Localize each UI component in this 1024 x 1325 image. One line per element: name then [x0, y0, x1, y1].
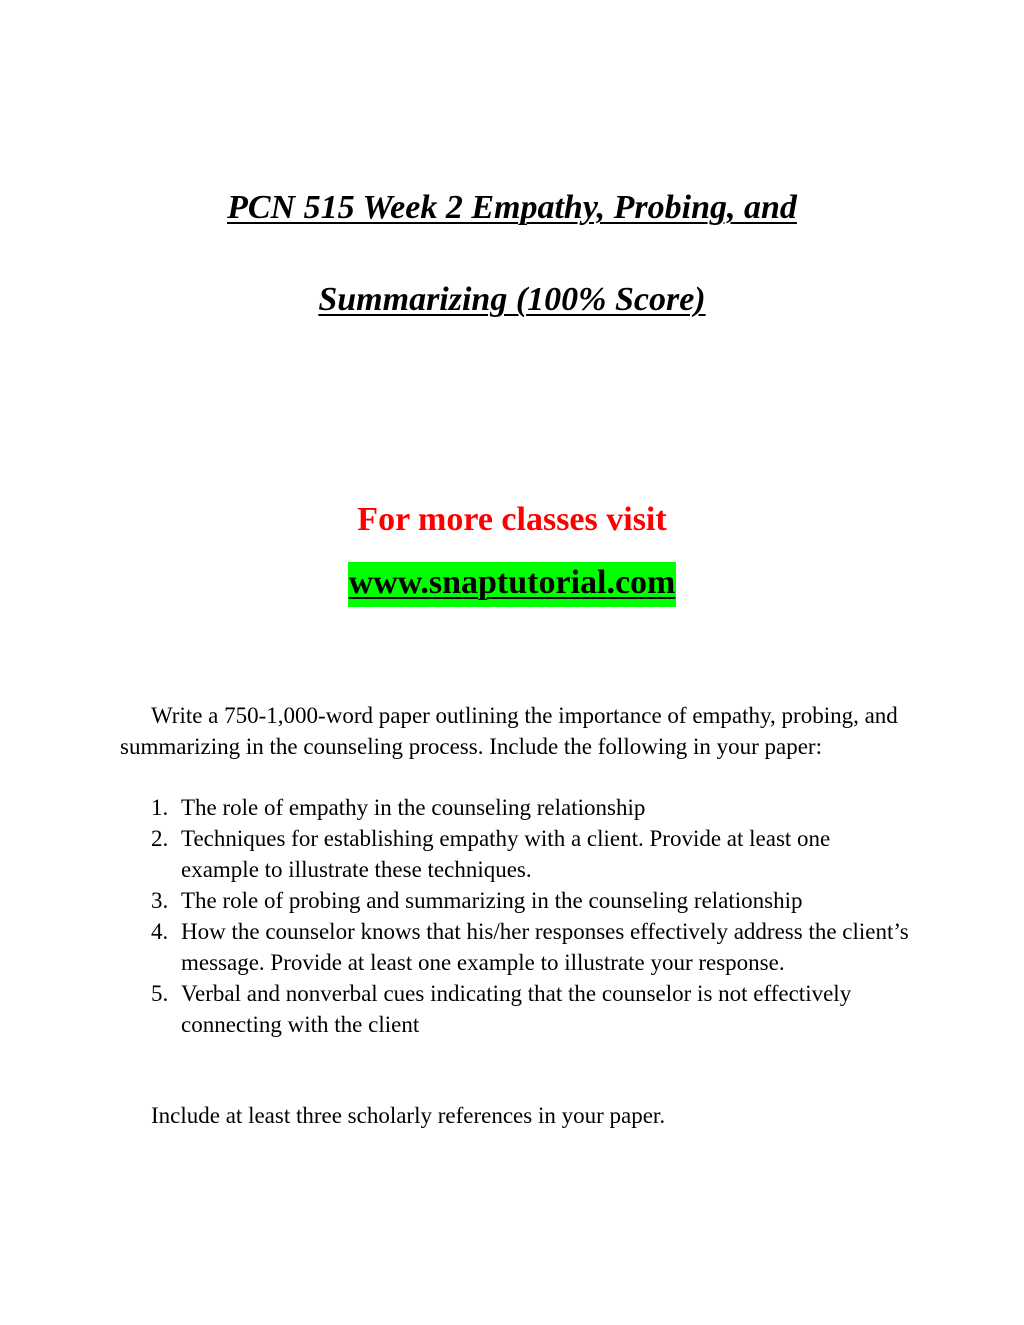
list-item-number: 4.	[151, 919, 169, 944]
list-item	[120, 916, 910, 978]
assignment-list	[120, 792, 910, 1040]
list-item	[120, 792, 910, 823]
title-text-2: Summarizing (100% Score)	[318, 281, 706, 318]
promo-url-link[interactable]: www.snaptutorial.com	[348, 562, 677, 607]
page-title-line-1	[0, 188, 1024, 228]
assignment-intro: Write a 750-1,000-word paper outlining the importance of empathy, probing, and summarizing in the counseling process. Include the following in your paper:	[120, 703, 898, 759]
list-item-number: 3.	[151, 888, 169, 913]
promo-url-container	[0, 563, 1024, 603]
list-item-text: The role of probing and summarizing in the counseling relationship	[181, 888, 803, 913]
list-item-text: Verbal and nonverbal cues indicating that the counselor is not effectively connecting with the client	[181, 981, 852, 1037]
list-item-text: The role of empathy in the counseling relationship	[181, 795, 646, 820]
page-title-line-2	[0, 280, 1024, 320]
assignment-closing: Include at least three scholarly references in your paper.	[151, 1103, 666, 1128]
list-item-text: How the counselor knows that his/her responses effectively address the client’s message. Provide at least one example to illustrate your response.	[181, 919, 909, 975]
list-item	[120, 978, 910, 1040]
list-item-number: 1.	[151, 795, 169, 820]
list-item-number: 5.	[151, 981, 169, 1006]
list-item	[120, 885, 910, 916]
list-item-number: 2.	[151, 826, 169, 851]
promo-text: For more classes visit	[357, 501, 667, 538]
list-item-text: Techniques for establishing empathy with a client. Provide at least one example to illustrate these techniques.	[181, 826, 831, 882]
list-item	[120, 823, 910, 885]
title-text-1: PCN 515 Week 2 Empathy, Probing, and	[227, 189, 797, 226]
